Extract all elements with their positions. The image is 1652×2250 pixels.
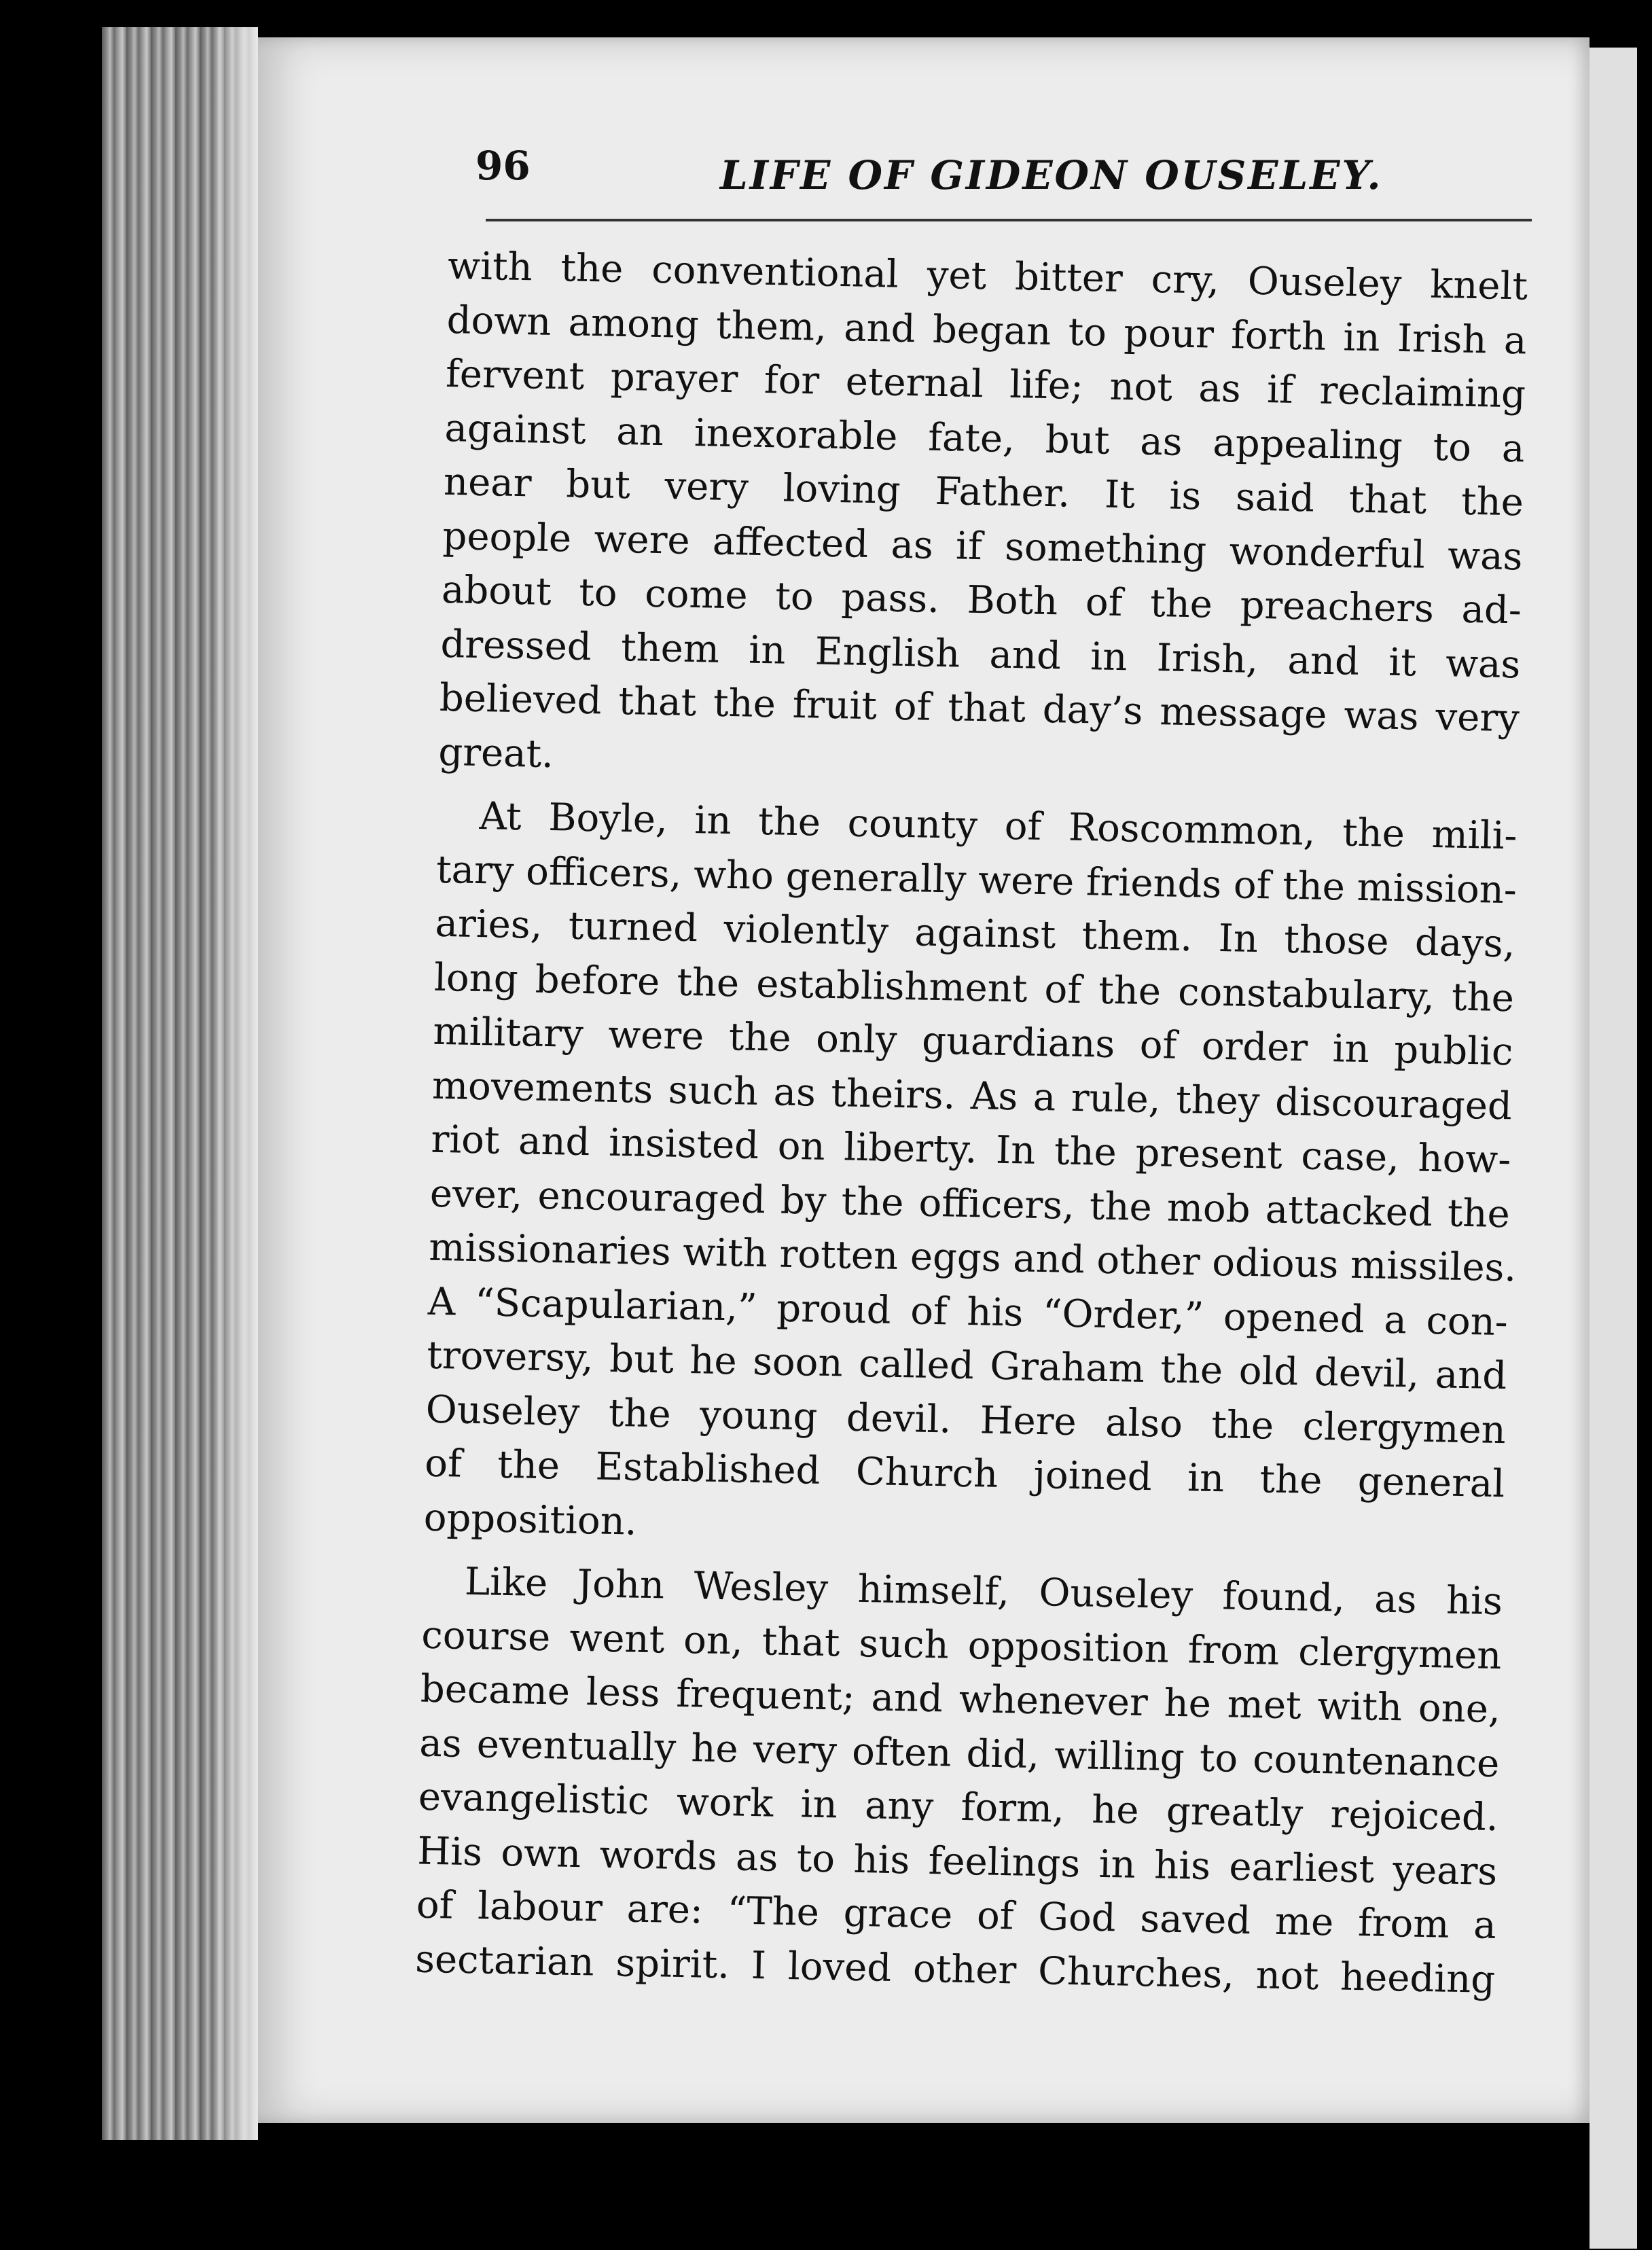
adjacent-page-strip [1590,48,1637,2249]
text-line: opposition. [423,1495,638,1544]
book-page-edges [102,27,258,2140]
text-line: movements such as theirs. As a rule, they discouraged [431,1063,1513,1128]
text-line: aries, turned violently against them. In those days, [435,901,1515,967]
text-line: His own words as to his feelings in his earliest years [416,1829,1498,1894]
text-line: Ouseley the young devil. Here also the clergymen [425,1387,1507,1452]
text-line: ever, encouraged by the officers, the mob attacked the [429,1171,1511,1236]
text-line: fervent prayer for eternal life; not as if reclaiming [445,351,1526,417]
text-line: great. [437,730,554,776]
text-line: military were the only guardians of order in public [432,1009,1513,1075]
page-header [475,143,1383,217]
paragraph-2 [423,789,1518,1565]
text-line: of the Established Church joined in the general [424,1441,1505,1507]
running-title: LIFE OF GIDEON OUSELEY. [720,152,1383,198]
text-line: At Boyle, in the county of Roscommon, the mili- [479,794,1518,859]
text-line: of labour are: “The grace of God saved me from a [416,1882,1497,1948]
header-rule [486,219,1532,221]
text-line: course went on, that such opposition from clergymen [420,1613,1502,1678]
page-number: 96 [475,143,531,189]
text-line: missionaries with rotten eggs and other odious missiles. [428,1225,1517,1291]
text-line: sectarian spirit. I loved other Churches, not heeding [414,1937,1496,2002]
text-line: against an inexorable fate, but as appealing to a [444,406,1525,471]
text-line: as eventually he very often did, willing to countenance [418,1721,1500,1786]
text-line: long before the establishment of the constabulary, the [433,955,1515,1020]
text-line: A “Scapularian,” proud of his “Order,” opened a con- [427,1279,1509,1344]
text-line: Like John Wesley himself, Ouseley found, as his [464,1559,1503,1624]
text-line: with the conventional yet bitter cry, Ouseley knelt [447,243,1528,309]
paragraph-3 [415,1554,1503,2007]
text-line: about to come to pass. Both of the preachers ad- [441,567,1522,633]
paragraph-1 [438,239,1528,800]
text-line: became less frequent; and whenever he met with one, [420,1666,1501,1732]
text-line: people were affected as if something wonderful was [442,514,1523,579]
text-line: tary officers, who generally were friends of the mission- [435,847,1518,912]
text-line: dressed them in English and in Irish, and it was [439,622,1521,687]
text-line: evangelistic work in any form, he greatly rejoiced. [418,1774,1499,1840]
body-text [415,239,1528,2007]
text-line: troversy, but he soon called Graham the old devil, and [426,1333,1507,1399]
text-line: believed that the fruit of that day’s message was very [439,675,1520,741]
text-line: riot and insisted on liberty. In the present case, how- [430,1117,1511,1183]
text-line: down among them, and began to pour forth in Irish a [446,298,1528,363]
text-line: near but very loving Father. It is said that the [443,459,1524,525]
